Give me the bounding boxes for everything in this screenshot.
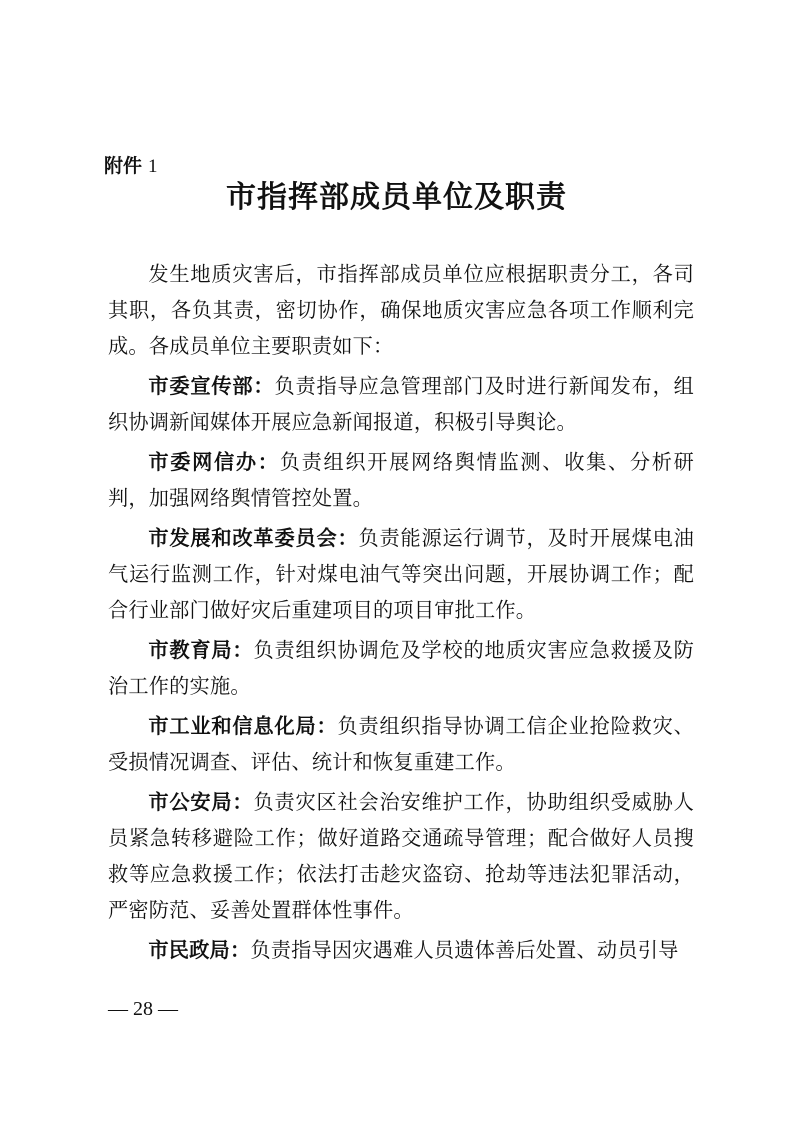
duty-text: 负责灾区社会治安维护工作，协助组织受威胁人员紧急转移避险工作；做好道路交通疏导管理；配合做好人员搜救等应急救援工作；依法打击趁灾盗窃、抢劫等违法犯罪活动，严密防范、妥善处置群体性事件。 [108, 790, 694, 922]
duty-paragraph [108, 444, 694, 516]
duty-unit-name: 市公安局： [148, 790, 254, 814]
duty-paragraph [108, 368, 694, 440]
attachment-number: 1 [148, 156, 158, 177]
attachment-label-text: 附件 [104, 155, 143, 177]
duty-paragraph [108, 520, 694, 628]
duty-unit-name: 市委网信办： [148, 450, 280, 474]
duty-paragraph [108, 632, 694, 704]
duty-text: 负责组织指导协调工信企业抢险救灾、受损情况调查、评估、统计和恢复重建工作。 [108, 714, 694, 774]
duty-paragraph [108, 708, 694, 780]
duty-unit-name: 市民政局： [148, 938, 251, 962]
document-body [108, 256, 694, 972]
duty-paragraph [108, 932, 694, 968]
duty-unit-name: 市发展和改革委员会： [148, 526, 359, 550]
page-number: — 28 — [108, 998, 178, 1020]
duty-unit-name: 市工业和信息化局： [148, 714, 338, 738]
page-title: 市指挥部成员单位及职责 [226, 180, 567, 215]
duty-text: 负责组织开展网络舆情监测、收集、分析研判，加强网络舆情管控处置。 [108, 450, 694, 510]
intro-paragraph: 发生地质灾害后，市指挥部成员单位应根据职责分工，各司其职，各负其责，密切协作，确保地质灾害应急各项工作顺利完成。各成员单位主要职责如下： [108, 262, 694, 358]
duty-text: 负责能源运行调节，及时开展煤电油气运行监测工作，针对煤电油气等突出问题，开展协调工作；配合行业部门做好灾后重建项目的项目审批工作。 [108, 526, 694, 622]
duty-text: 负责指导应急管理部门及时进行新闻发布，组织协调新闻媒体开展应急新闻报道，积极引导舆论。 [108, 374, 694, 434]
duty-unit-name: 市委宣传部： [148, 374, 275, 398]
duty-text: 负责指导因灾遇难人员遗体善后处置、动员引导 [250, 938, 679, 962]
duty-paragraph [108, 784, 694, 928]
duty-text: 负责组织协调危及学校的地质灾害应急救援及防治工作的实施。 [108, 638, 694, 698]
duty-unit-name: 市教育局： [148, 638, 254, 662]
